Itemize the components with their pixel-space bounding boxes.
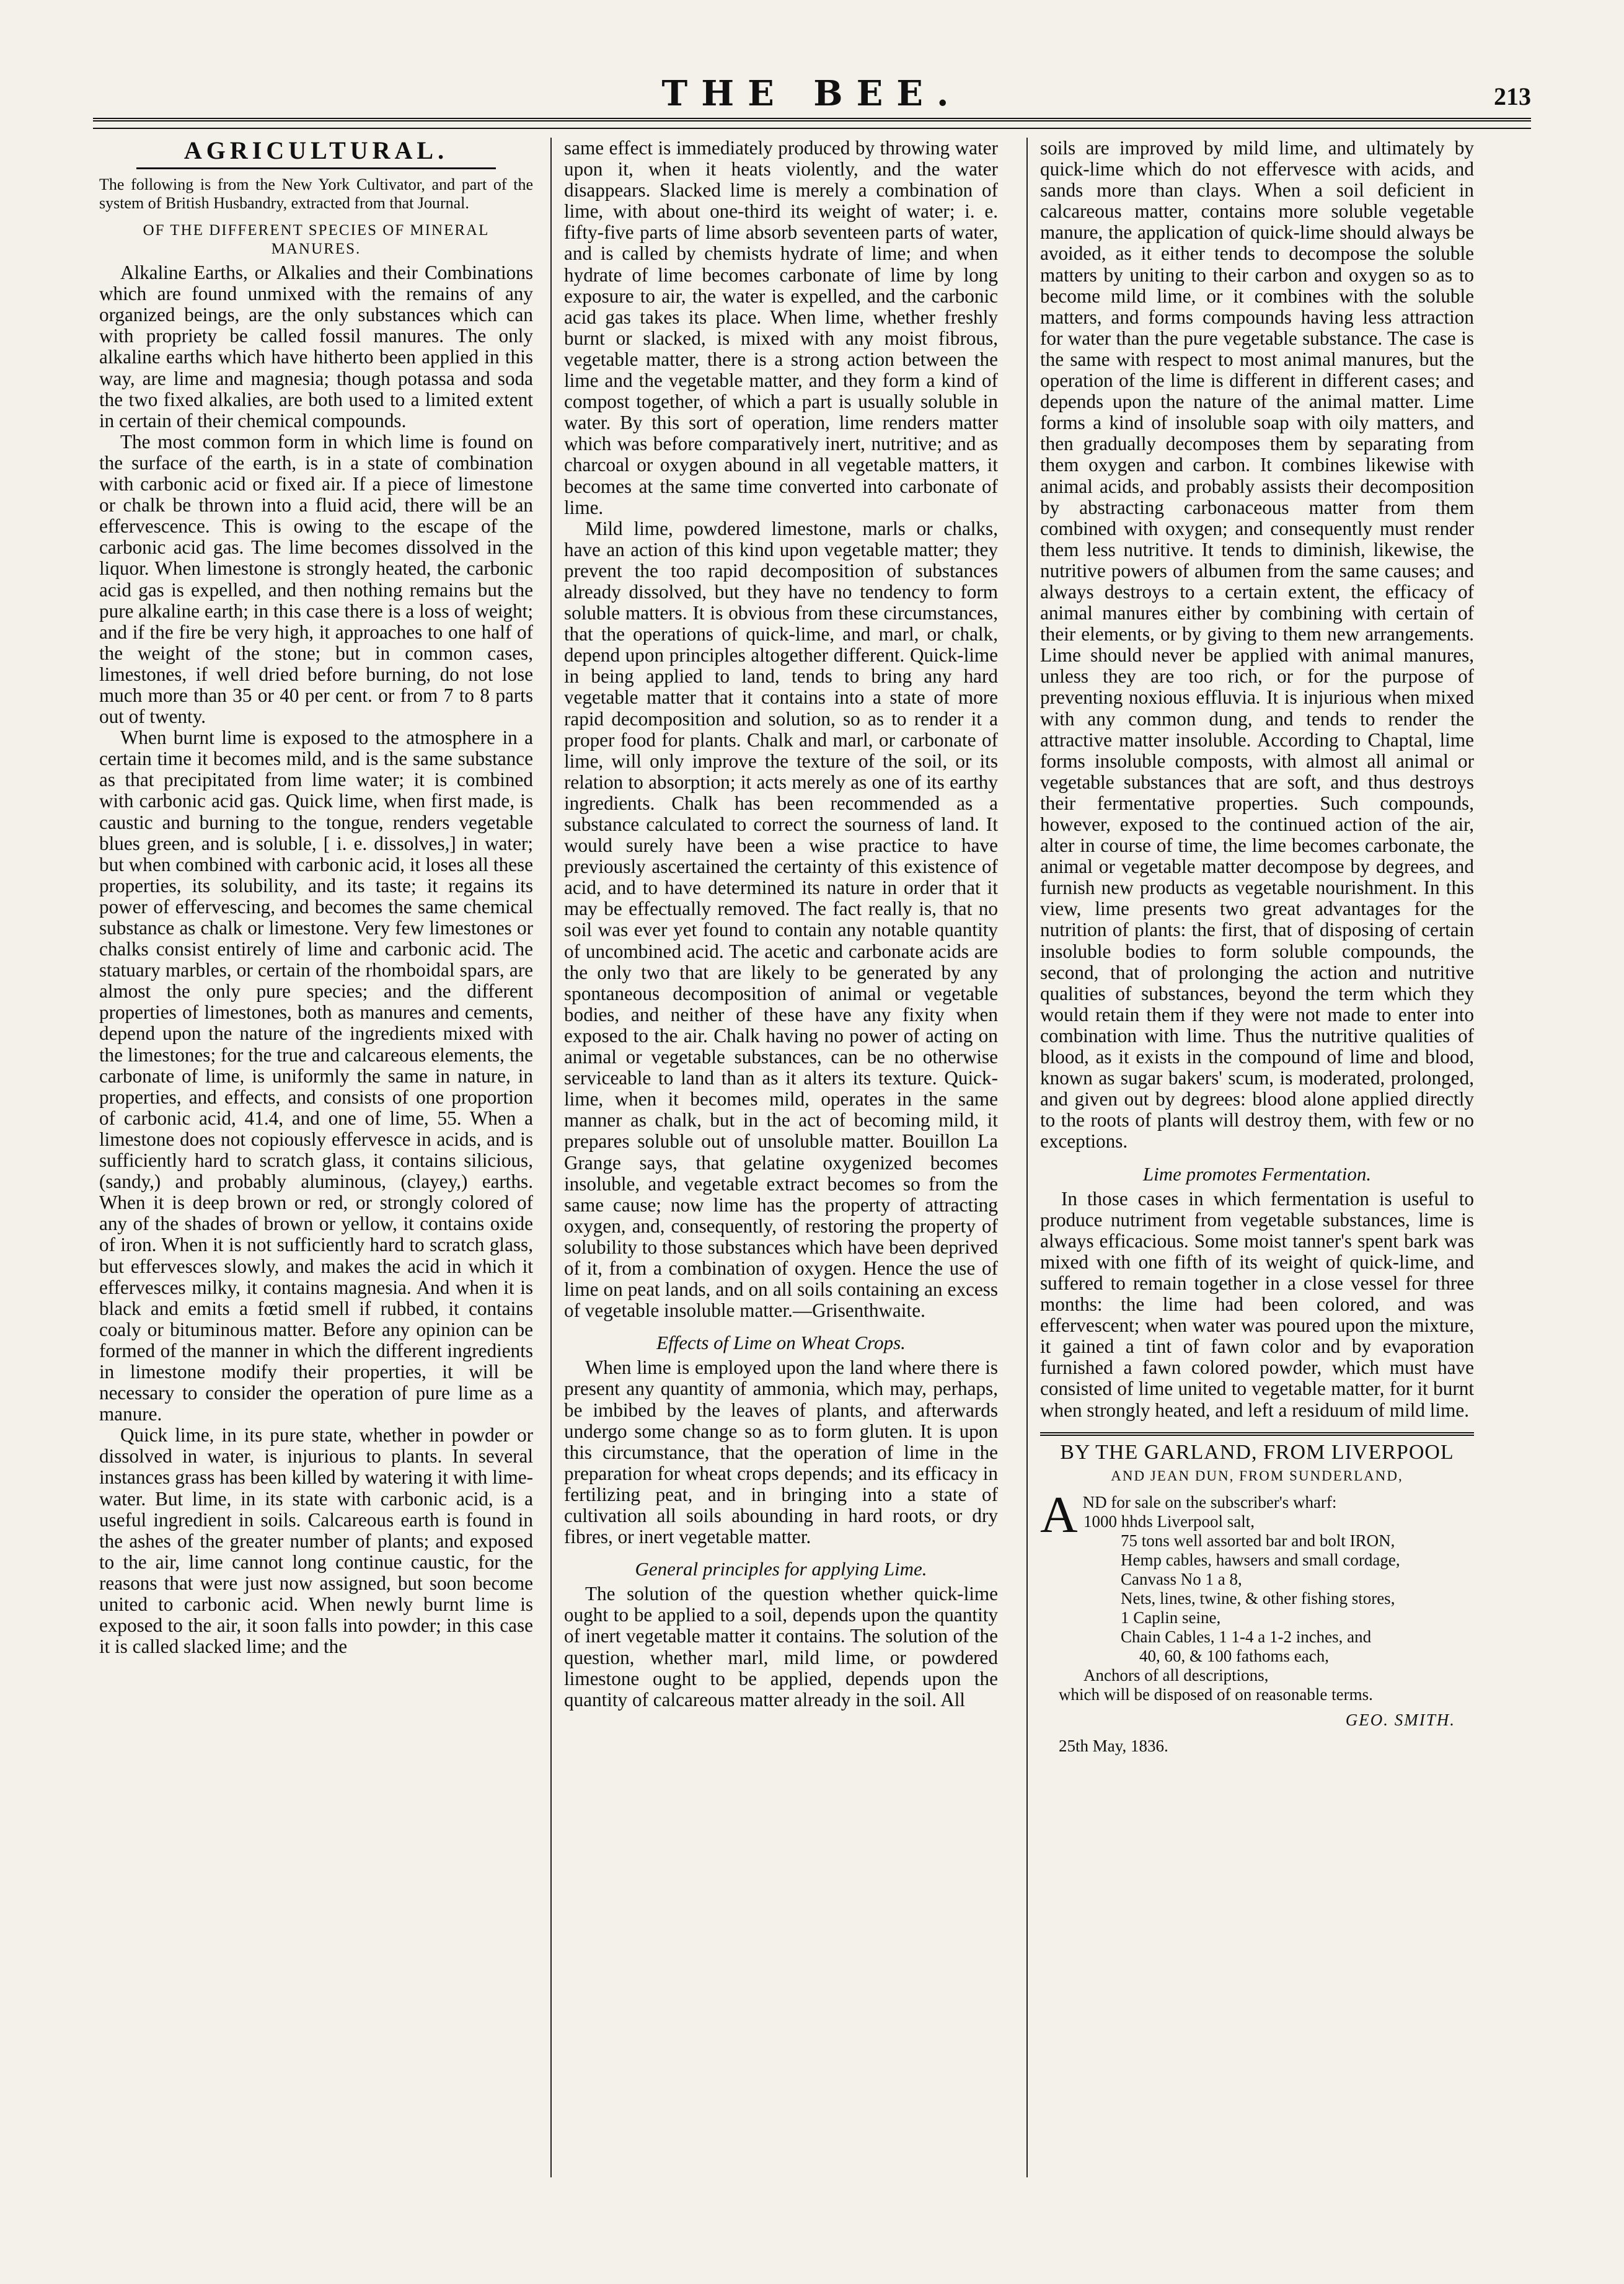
column-1 — [99, 138, 533, 2177]
subsection-heading: General principles for applying Lime. — [635, 1558, 927, 1580]
ad-line: which will be disposed of on reasonable terms. — [1059, 1684, 1373, 1704]
column-2 — [564, 138, 998, 2177]
advertisement-rule — [1040, 1432, 1474, 1436]
ad-date: 25th May, 1836. — [1059, 1736, 1168, 1755]
ad-line: 75 tons well assorted bar and bolt IRON, — [1121, 1531, 1395, 1550]
ad-line: 40, 60, & 100 fathoms each, — [1139, 1646, 1329, 1665]
column-divider — [550, 138, 552, 2177]
ad-line: ND for sale on the subscriber's wharf: — [1082, 1492, 1337, 1512]
paragraph: Alkaline Earths, or Alkalies and their Combinations which are found unmixed with the remains of any organized beings, are the only substances which can with propriety be called fossil manures. The only alkaline earths which have hitherto been applied in this way, are lime and magnesia; though potassa and soda the two fixed alkalies, are both used to a limited extent in certain of their chemical compounds. — [99, 262, 533, 432]
paragraph: Mild lime, powdered limestone, marls or chalks, have an action of this kind upon vegetable matter; they prevent the too rapid decomposition of substances already dissolved, but they have no tendency to form soluble matters. It is obvious from these circumstances, that the operations of quick-lime, and marl, or chalk, depend upon principles altogether different. Quick-lime in being applied to land, tends to bring any hard vegetable matter that it contains into a state of more rapid decomposition and solution, so as to render it a proper food for plants. Chalk and marl, or carbonate of lime, will only improve the texture of the soil, or its relation to absorption; it acts merely as one of its earthy ingredients. Chalk has been recommended as a substance calculated to correct the sourness of land. It would surely have been a wise practice to have previously ascertained the certainty of this existence of acid, and to have determined its nature in order that it may be effectually removed. The fact really is, that no soil was ever yet found to contain any notable quantity of uncombined acid. The acetic and carbonate acids are the only two that are likely to be generated by any spontaneous decomposition of animal or vegetable bodies, and neither of these have any fixity when exposed to the air. Chalk having no power of acting on animal or vegetable substances, can be no otherwise serviceable to land than as it alters its texture. Quick-lime, when it becomes mild, operates in the same manner as chalk, but in the act of becoming mild, it prepares soluble out of unsoluble matter. Bouillon La Grange says, that gelatine oxygenized becomes insoluble, and vegetable extract becomes so from the same cause; now lime has the property of attracting oxygen, and, consequently, of restoring the property of solubility to those substances which have been deprived of it, from a combination of oxygen. Hence the use of lime on peat lands, and on all soils containing an excess of vegetable insoluble matter.—Grisenthwaite. — [564, 517, 998, 1322]
subsection-heading: Lime promotes Fermentation. — [1142, 1162, 1372, 1185]
column-divider — [1026, 138, 1028, 2177]
masthead-rule — [93, 118, 1531, 122]
ad-signature: GEO. SMITH. — [1345, 1710, 1455, 1729]
masthead — [93, 73, 1531, 117]
ad-line: 1000 hhds Liverpool salt, — [1083, 1512, 1255, 1531]
ad-line: Anchors of all descriptions, — [1083, 1665, 1269, 1684]
paragraph: soils are improved by mild lime, and ultimately by quick-lime which do not effervesce with acids, and sands more than clays. When a soil deficient in calcareous matter, contains more soluble vegetable manure, the application of quick-lime should always be avoided, as it either tends to decompose the soluble matters by uniting to their carbon and oxygen so as to become mild lime, or it combines with the soluble matters, and forms compounds having less attraction for water than the pure vegetable substance. The case is the same with respect to most animal manures, but the operation of the lime is different in different cases; and depends upon the nature of the animal matter. Lime forms a kind of insoluble soap with oily matters, and then gradually decomposes them by separating from them oxygen and carbon. It combines likewise with animal acids, and probably assists their decomposition by abstracting carbonaceous matter from them combined with oxygen; and consequently must render them less nutritive. It tends to diminish, likewise, the nutritive powers of albumen from the same causes; and always destroys to a certain extent, the efficacy of animal manures either by combining with certain of their elements, or by giving to them new arrangements. Lime should never be applied with animal manures, unless they are too rich, or for the purpose of preventing noxious effluvia. It is injurious when mixed with any common dung, and tends to render the attractive matter insoluble. According to Chaptal, lime forms insoluble composts, with almost all animal or vegetable substances that are soft, and thus destroys their fermentative properties. Such compounds, however, exposed to the continued action of the air, alter in course of time, the lime becomes carbonate, the animal or vegetable matter decompose by degrees, and furnish new products as vegetable nourishment. In this view, lime presents two great advantages for the nutrition of plants: the first, that of disposing of certain insoluble bodies to form soluble compounds, the second, that of prolonging the action and nutritive qualities of substances, beyond the term which they would retain them if they were not made to enter into combination with lime. Thus the nutritive qualities of blood, as it exists in the compound of lime and blood, known as sugar bakers' scum, is moderated, prolonged, and given out by degrees: blood alone applied directly to the roots of plants will destroy them, with few or no exceptions. — [1040, 138, 1474, 1153]
ad-line: Canvass No 1 a 8, — [1121, 1569, 1242, 1588]
ad-body — [1040, 1485, 1474, 1704]
newspaper-title: THE BEE. — [661, 73, 963, 114]
ad-headline: BY THE GARLAND, FROM LIVERPOOL — [1060, 1440, 1454, 1464]
article-subheading: OF THE DIFFERENT SPECIES OF MINERAL MANURES. — [143, 222, 490, 258]
ad-line: Hemp cables, hawsers and small cordage, — [1121, 1550, 1400, 1569]
section-title: AGRICULTURAL. — [183, 138, 449, 164]
ad-line: Chain Cables, 1 1-4 a 1-2 inches, and — [1121, 1627, 1372, 1646]
article-intro: The following is from the New York Cultivator, and part of the system of British Husbandry, extracted from that Journal. — [99, 175, 533, 213]
paragraph: Quick lime, in its pure state, whether in powder or dissolved in water, is injurious to plants. In several instances grass has been killed by watering it with lime-water. But lime, in its state with carbonic acid, is a useful ingredient in soils. Calcareous earth is found in the ashes of the greater number of plants; and exposed to the air, lime cannot long continue caustic, for the reasons that were just now assigned, but soon become united to carbonic acid. When newly burnt lime is exposed to the air, it soon falls into powder; in this case it is called slacked lime; and the — [99, 1424, 533, 1658]
paragraph: In those cases in which fermentation is useful to produce nutriment from vegetable substances, lime is always efficacious. Some moist tanner's spent bark was mixed with one fifth of its weight of quick-lime, and suffered to remain together in a close vessel for three months: the lime had been colored, and was effervescent; when water was poured upon the mixture, it gained a tint of fawn color and by evaporation furnished a fawn colored powder, which must have consisted of lime united to vegetable matter, for it burnt when strongly heated, and left a residuum of mild lime. — [1040, 1187, 1474, 1421]
ad-subheadline: AND JEAN DUN, FROM SUNDERLAND, — [1111, 1467, 1403, 1484]
paragraph: When lime is employed upon the land where there is present any quantity of ammonia, which may, perhaps, be imbibed by the leaves of plants, and afterwards undergo some change so as to form gluten. It is upon this circumstance, that the operation of lime in the preparation for wheat crops depends; and its efficacy in fertilizing peat, and in bringing into a state of cultivation all soils abounding in hard roots, or dry fibres, or inert vegetable matter. — [564, 1357, 998, 1548]
paragraph: same effect is immediately produced by throwing water upon it, when it heats violently, and the water disappears. Slacked lime is merely a combination of lime, with about one-third its weight of water; i. e. fifty-five parts of lime absorb seventeen parts of water, and is called by chemists hydrate of lime; and when hydrate of lime becomes carbonate of lime by long exposure to air, the water is expelled, and the carbonic acid gas takes its place. When lime, whether freshly burnt or slacked, is mixed with any moist fibrous, vegetable matter, there is a strong action between the lime and the vegetable matter, and they form a kind of compost together, of which a part is usually soluble in water. By this sort of operation, lime renders matter which was before comparatively inert, nutritive; and as charcoal or oxygen abound in all vegetable matters, it becomes at the same time converted into carbonate of lime. — [564, 138, 998, 518]
subsection-heading: Effects of Lime on Wheat Crops. — [656, 1332, 906, 1354]
paragraph: The most common form in which lime is found on the surface of the earth, is in a state of combination with carbonic acid or fixed air. If a piece of limestone or chalk be thrown into a fluid acid, there will be an effervescence. This is owing to the escape of the carbonic acid gas. The lime becomes dissolved in the liquor. When limestone is strongly heated, the carbonic acid gas is expelled, and then nothing remains but the pure alkaline earth; in this case there is a loss of weight; and if the fire be very high, it approaches to one half of the weight of the stone; but in common cases, limestones, if well dried before burning, do not lose much more than 35 or 40 per cent. or from 7 to 8 parts out of twenty. — [99, 430, 533, 728]
section-rule — [136, 167, 496, 169]
paragraph: When burnt lime is exposed to the atmosphere in a certain time it becomes mild, and is the same substance as that precipitated from lime water; it is combined with carbonic acid gas. Quick lime, when first made, is caustic and burning to the tongue, renders vegetable blues green, and is soluble, [ i. e. dissolves,] in water; but when combined with carbonic acid, it loses all these properties, its solubility, and its taste; it regains its power of effervescing, and becomes the same chemical substance as chalk or limestone. Very few limestones or chalks consist entirely of lime and carbonic acid. The statuary marbles, or certain of the rhomboidal spars, are almost the only pure species; and the different properties of limestones, both as manures and cements, depend upon the nature of the ingredients mixed with the limestones; for the true and calcareous elements, the carbonate of lime, is uniformly the same in nature, in properties, and effects, and consists of one proportion of carbonic acid, 41.4, and one of lime, 55. When a limestone does not copiously effervesce in acids, and is sufficiently hard to scratch glass, it contains silicious, (sandy,) and probably aluminous, (clayey,) earths. When it is deep brown or red, or strongly colored of any of the shades of brown or yellow, it contains oxide of iron. When it is not sufficiently hard to scratch glass, but effervesces slowly, and makes the acid in which it effervesces milky, it contains magnesia. And when it is black and emits a fœtid smell if rubbed, it contains coaly or bituminous matter. Before any opinion can be formed of the manner in which the different ingredients in limestone modify their properties, it will be necessary to consider the operation of pure lime as a manure. — [99, 727, 533, 1425]
masthead-rule-thin — [93, 128, 1531, 129]
page-number: 213 — [1494, 82, 1531, 110]
ad-line: 1 Caplin seine, — [1121, 1608, 1221, 1627]
column-3 — [1040, 138, 1474, 2177]
advertisement — [1040, 1442, 1474, 1756]
drop-cap: A — [1040, 1485, 1078, 1544]
ad-line: Nets, lines, twine, & other fishing stores, — [1121, 1588, 1395, 1608]
paragraph: The solution of the question whether quick-lime ought to be applied to a soil, depends upon the quantity of inert vegetable matter it contains. The solution of the question, whether marl, mild lime, or powdered limestone ought to be applied, depends upon the quantity of calcareous matter already in the soil. All — [564, 1583, 998, 1711]
